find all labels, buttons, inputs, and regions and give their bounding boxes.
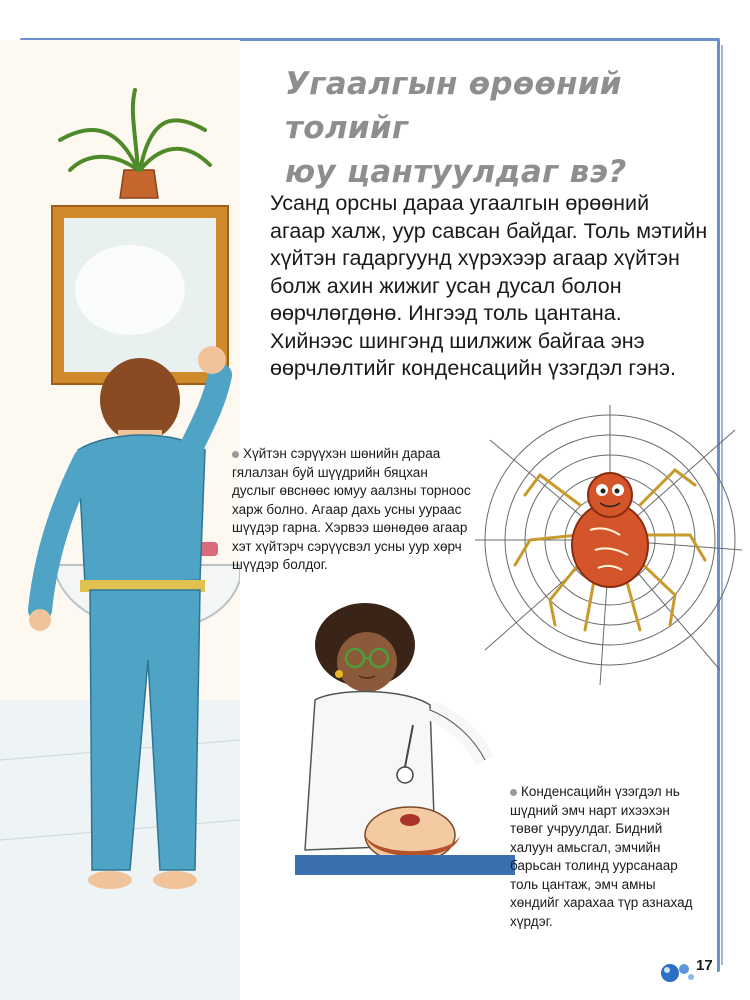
dew-note-text: Хүйтэн сэрүүхэн шөнийн дараа гялалзан буй шүүдрийн бяцхан дуслыг өвснөөс юмуу аалзны торноос харж болно. Агаар дахь усны уураас шүүдэр гарна. Хэрвээ шөнөдөө агаар хэт хүйтэрч сэрүүсвэл усны уур хөрч шүүдэр болдог. (232, 446, 471, 572)
main-paragraph: Усанд орсны дараа угаалгын өрөөний агаар халж, уур савсан байдаг. Толь мэтийн хүйтэн гадаргуунд хүрэхээр агаар хүйтэн болж ахин жижиг усан дусал болон өөрчлөгдөнө. Ингээд толь цантана. Хийнээс шингэнд шилжиж байгаа энэ өөрчлөлтийг конденсацийн үзэгдэл гэнэ. (270, 191, 708, 380)
dentist-illustration (295, 600, 515, 875)
bullet-icon (232, 451, 239, 458)
page-footer (660, 955, 730, 985)
bubbles-icon (660, 955, 696, 985)
dew-note (232, 445, 472, 575)
boy-at-mirror-illustration (0, 40, 240, 1000)
page-number: 17 (696, 957, 713, 974)
title-line-2: юу цантуулдаг вэ? (285, 154, 627, 190)
dentist-note (510, 783, 700, 931)
title-line-1: Угаалгын өрөөний толийг (285, 66, 622, 146)
page-title (285, 62, 685, 194)
bullet-icon (510, 789, 517, 796)
dentist-note-text: Конденсацийн үзэгдэл нь шүдний эмч нарт ихээхэн төвөг учруулдаг. Бидний халуун амьсгал, эмчийн барьсан толинд уурсанаар толь цантаж, эмч амны хөндийг харахаа түр азнахад хүрдэг. (510, 784, 693, 929)
